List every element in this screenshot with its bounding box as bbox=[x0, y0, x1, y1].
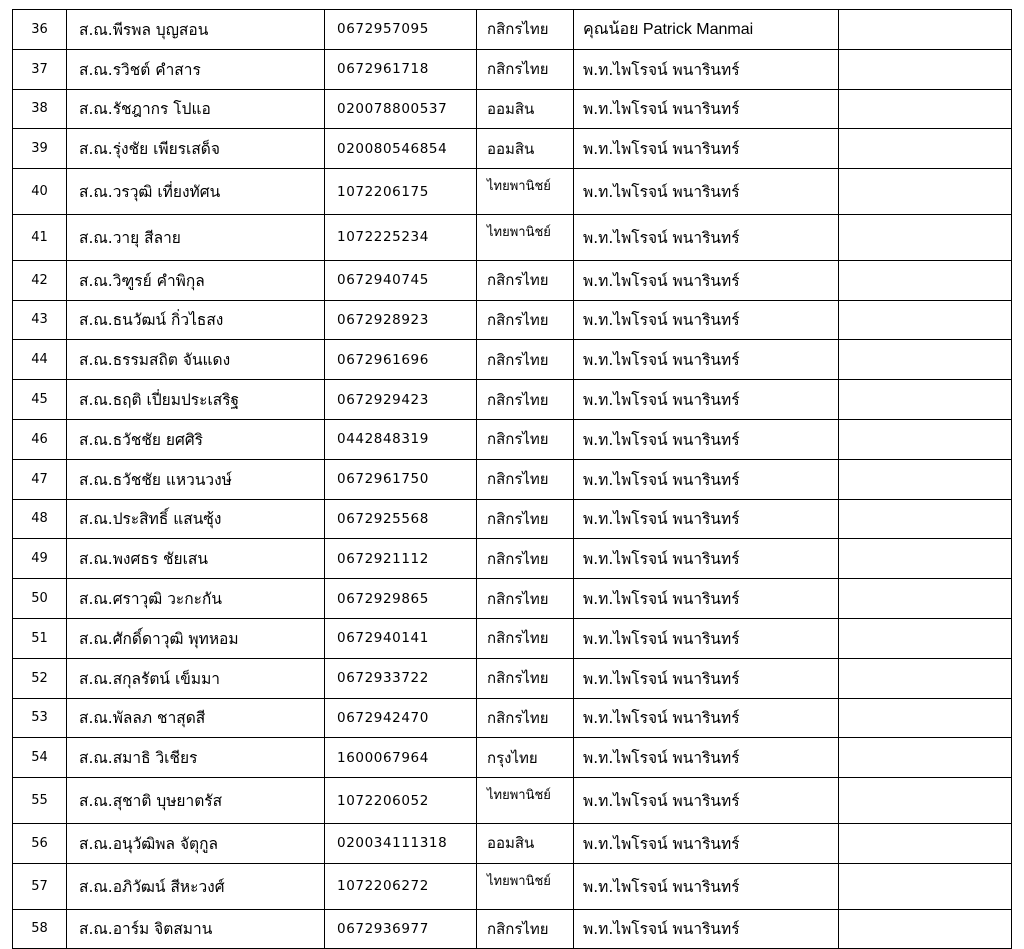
row-number: 37 bbox=[13, 49, 67, 89]
row-number: 51 bbox=[13, 618, 67, 658]
table-row bbox=[13, 579, 1012, 619]
note-cell bbox=[839, 579, 1012, 619]
row-number: 45 bbox=[13, 380, 67, 420]
contact-person: พ.ท.ไพโรจน์ พนารินทร์ bbox=[574, 823, 839, 863]
contact-person: พ.ท.ไพโรจน์ พนารินทร์ bbox=[574, 89, 839, 129]
bank-name: ไทยพานิชย์ bbox=[477, 863, 574, 909]
row-number: 56 bbox=[13, 823, 67, 863]
table-row bbox=[13, 49, 1012, 89]
bank-name: ไทยพานิชย์ bbox=[477, 169, 574, 215]
bank-name: กสิกรไทย bbox=[477, 579, 574, 619]
table-row bbox=[13, 909, 1012, 949]
account-number: 020078800537 bbox=[325, 89, 477, 129]
contact-person: พ.ท.ไพโรจน์ พนารินทร์ bbox=[574, 459, 839, 499]
member-name: ส.ณ.สมาธิ วิเชียร bbox=[67, 738, 325, 778]
table-row bbox=[13, 169, 1012, 215]
row-number: 36 bbox=[13, 10, 67, 50]
contact-person: พ.ท.ไพโรจน์ พนารินทร์ bbox=[574, 419, 839, 459]
member-name: ส.ณ.สุชาติ บุษยาตรัส bbox=[67, 778, 325, 824]
row-number: 53 bbox=[13, 698, 67, 738]
account-number: 0672936977 bbox=[325, 909, 477, 949]
contact-person: พ.ท.ไพโรจน์ พนารินทร์ bbox=[574, 778, 839, 824]
table-row bbox=[13, 499, 1012, 539]
account-number: 0672940745 bbox=[325, 260, 477, 300]
note-cell bbox=[839, 49, 1012, 89]
contact-person: พ.ท.ไพโรจน์ พนารินทร์ bbox=[574, 214, 839, 260]
bank-name: กสิกรไทย bbox=[477, 419, 574, 459]
contact-person: พ.ท.ไพโรจน์ พนารินทร์ bbox=[574, 738, 839, 778]
contact-person: พ.ท.ไพโรจน์ พนารินทร์ bbox=[574, 658, 839, 698]
row-number: 49 bbox=[13, 539, 67, 579]
account-number: 0672933722 bbox=[325, 658, 477, 698]
note-cell bbox=[839, 909, 1012, 949]
account-number: 0672940141 bbox=[325, 618, 477, 658]
member-name: ส.ณ.อนุวัฒิพล จัตุกูล bbox=[67, 823, 325, 863]
table-row bbox=[13, 658, 1012, 698]
account-number: 020080546854 bbox=[325, 129, 477, 169]
note-cell bbox=[839, 539, 1012, 579]
table-row bbox=[13, 539, 1012, 579]
bank-name: กสิกรไทย bbox=[477, 380, 574, 420]
member-name: ส.ณ.วิฑูรย์ คำพิกุล bbox=[67, 260, 325, 300]
note-cell bbox=[839, 129, 1012, 169]
row-number: 39 bbox=[13, 129, 67, 169]
row-number: 38 bbox=[13, 89, 67, 129]
member-name: ส.ณ.ศราวุฒิ วะกะกัน bbox=[67, 579, 325, 619]
table-row bbox=[13, 89, 1012, 129]
table-row bbox=[13, 863, 1012, 909]
bank-name: กสิกรไทย bbox=[477, 340, 574, 380]
contact-person: พ.ท.ไพโรจน์ พนารินทร์ bbox=[574, 380, 839, 420]
row-number: 42 bbox=[13, 260, 67, 300]
table-row bbox=[13, 340, 1012, 380]
table-row bbox=[13, 10, 1012, 50]
row-number: 40 bbox=[13, 169, 67, 215]
note-cell bbox=[839, 618, 1012, 658]
contact-person: พ.ท.ไพโรจน์ พนารินทร์ bbox=[574, 129, 839, 169]
account-number: 0442848319 bbox=[325, 419, 477, 459]
account-number: 0672957095 bbox=[325, 10, 477, 50]
contact-person: พ.ท.ไพโรจน์ พนารินทร์ bbox=[574, 49, 839, 89]
bank-name: ออมสิน bbox=[477, 89, 574, 129]
contact-person: พ.ท.ไพโรจน์ พนารินทร์ bbox=[574, 909, 839, 949]
row-number: 55 bbox=[13, 778, 67, 824]
member-name: ส.ณ.วรวุฒิ เที่ยงทัศน bbox=[67, 169, 325, 215]
contact-person: คุณน้อย Patrick Manmai bbox=[574, 10, 839, 50]
note-cell bbox=[839, 89, 1012, 129]
table-row bbox=[13, 618, 1012, 658]
note-cell bbox=[839, 863, 1012, 909]
contact-person: พ.ท.ไพโรจน์ พนารินทร์ bbox=[574, 863, 839, 909]
member-name: ส.ณ.อาร์ม จิตสมาน bbox=[67, 909, 325, 949]
contact-person: พ.ท.ไพโรจน์ พนารินทร์ bbox=[574, 698, 839, 738]
member-name: ส.ณ.พัลลภ ชาสุดสี bbox=[67, 698, 325, 738]
bank-name: ไทยพานิชย์ bbox=[477, 778, 574, 824]
note-cell bbox=[839, 698, 1012, 738]
bank-name: กสิกรไทย bbox=[477, 909, 574, 949]
account-number: 0672929865 bbox=[325, 579, 477, 619]
table-row bbox=[13, 380, 1012, 420]
contact-person: พ.ท.ไพโรจน์ พนารินทร์ bbox=[574, 499, 839, 539]
note-cell bbox=[839, 459, 1012, 499]
member-name: ส.ณ.ธวัชชัย แหวนวงษ์ bbox=[67, 459, 325, 499]
note-cell bbox=[839, 419, 1012, 459]
member-name: ส.ณ.รวิชต์ คำสาร bbox=[67, 49, 325, 89]
table-row bbox=[13, 260, 1012, 300]
row-number: 54 bbox=[13, 738, 67, 778]
bank-name: กสิกรไทย bbox=[477, 459, 574, 499]
table-body bbox=[13, 10, 1012, 949]
bank-name: ไทยพานิชย์ bbox=[477, 214, 574, 260]
member-name: ส.ณ.พีรพล บุญสอน bbox=[67, 10, 325, 50]
note-cell bbox=[839, 499, 1012, 539]
account-number: 0672929423 bbox=[325, 380, 477, 420]
account-number: 0672928923 bbox=[325, 300, 477, 340]
note-cell bbox=[839, 778, 1012, 824]
bank-name: กสิกรไทย bbox=[477, 49, 574, 89]
row-number: 50 bbox=[13, 579, 67, 619]
table-row bbox=[13, 738, 1012, 778]
table-row bbox=[13, 778, 1012, 824]
row-number: 57 bbox=[13, 863, 67, 909]
table-row bbox=[13, 823, 1012, 863]
note-cell bbox=[839, 823, 1012, 863]
table-row bbox=[13, 698, 1012, 738]
row-number: 46 bbox=[13, 419, 67, 459]
bank-name: กสิกรไทย bbox=[477, 300, 574, 340]
member-name: ส.ณ.ธรรมสถิต จันแดง bbox=[67, 340, 325, 380]
member-name: ส.ณ.ธวัชชัย ยศศิริ bbox=[67, 419, 325, 459]
account-number: 020034111318 bbox=[325, 823, 477, 863]
note-cell bbox=[839, 738, 1012, 778]
account-number: 0672961696 bbox=[325, 340, 477, 380]
table-row bbox=[13, 419, 1012, 459]
bank-name: กสิกรไทย bbox=[477, 260, 574, 300]
row-number: 47 bbox=[13, 459, 67, 499]
account-number: 0672961750 bbox=[325, 459, 477, 499]
bank-name: กรุงไทย bbox=[477, 738, 574, 778]
note-cell bbox=[839, 340, 1012, 380]
member-name: ส.ณ.พงศธร ชัยเสน bbox=[67, 539, 325, 579]
row-number: 52 bbox=[13, 658, 67, 698]
member-name: ส.ณ.ศักดิ์ดาวุฒิ พุทหอม bbox=[67, 618, 325, 658]
table-row bbox=[13, 214, 1012, 260]
table-row bbox=[13, 129, 1012, 169]
row-number: 41 bbox=[13, 214, 67, 260]
contact-person: พ.ท.ไพโรจน์ พนารินทร์ bbox=[574, 539, 839, 579]
bank-account-table bbox=[12, 9, 1012, 949]
member-name: ส.ณ.ธนวัฒน์ กิ่วไธสง bbox=[67, 300, 325, 340]
member-name: ส.ณ.รัชฎากร โปแอ bbox=[67, 89, 325, 129]
account-number: 0672961718 bbox=[325, 49, 477, 89]
bank-name: กสิกรไทย bbox=[477, 10, 574, 50]
member-name: ส.ณ.อภิวัฒน์ สีหะวงศ์ bbox=[67, 863, 325, 909]
account-number: 1072206175 bbox=[325, 169, 477, 215]
row-number: 44 bbox=[13, 340, 67, 380]
note-cell bbox=[839, 214, 1012, 260]
bank-name: กสิกรไทย bbox=[477, 698, 574, 738]
contact-person: พ.ท.ไพโรจน์ พนารินทร์ bbox=[574, 340, 839, 380]
bank-name: ออมสิน bbox=[477, 823, 574, 863]
contact-person: พ.ท.ไพโรจน์ พนารินทร์ bbox=[574, 300, 839, 340]
row-number: 58 bbox=[13, 909, 67, 949]
contact-person: พ.ท.ไพโรจน์ พนารินทร์ bbox=[574, 169, 839, 215]
row-number: 43 bbox=[13, 300, 67, 340]
contact-person: พ.ท.ไพโรจน์ พนารินทร์ bbox=[574, 579, 839, 619]
member-name: ส.ณ.ประสิทธิ์ แสนซุ้ง bbox=[67, 499, 325, 539]
account-number: 0672925568 bbox=[325, 499, 477, 539]
account-number: 0672942470 bbox=[325, 698, 477, 738]
contact-person: พ.ท.ไพโรจน์ พนารินทร์ bbox=[574, 260, 839, 300]
bank-name: กสิกรไทย bbox=[477, 658, 574, 698]
note-cell bbox=[839, 169, 1012, 215]
bank-name: กสิกรไทย bbox=[477, 499, 574, 539]
bank-name: กสิกรไทย bbox=[477, 539, 574, 579]
row-number: 48 bbox=[13, 499, 67, 539]
account-number: 1600067964 bbox=[325, 738, 477, 778]
member-name: ส.ณ.สกุลรัตน์ เข็มมา bbox=[67, 658, 325, 698]
note-cell bbox=[839, 260, 1012, 300]
member-name: ส.ณ.รุ่งชัย เพียรเสด็จ bbox=[67, 129, 325, 169]
bank-name: ออมสิน bbox=[477, 129, 574, 169]
note-cell bbox=[839, 10, 1012, 50]
note-cell bbox=[839, 658, 1012, 698]
document-page bbox=[12, 9, 1012, 949]
bank-name: กสิกรไทย bbox=[477, 618, 574, 658]
account-number: 0672921112 bbox=[325, 539, 477, 579]
contact-person: พ.ท.ไพโรจน์ พนารินทร์ bbox=[574, 618, 839, 658]
member-name: ส.ณ.วายุ สีลาย bbox=[67, 214, 325, 260]
note-cell bbox=[839, 380, 1012, 420]
note-cell bbox=[839, 300, 1012, 340]
table-row bbox=[13, 459, 1012, 499]
account-number: 1072206052 bbox=[325, 778, 477, 824]
account-number: 1072206272 bbox=[325, 863, 477, 909]
table-row bbox=[13, 300, 1012, 340]
member-name: ส.ณ.ธฤติ เปี่ยมประเสริฐ bbox=[67, 380, 325, 420]
account-number: 1072225234 bbox=[325, 214, 477, 260]
